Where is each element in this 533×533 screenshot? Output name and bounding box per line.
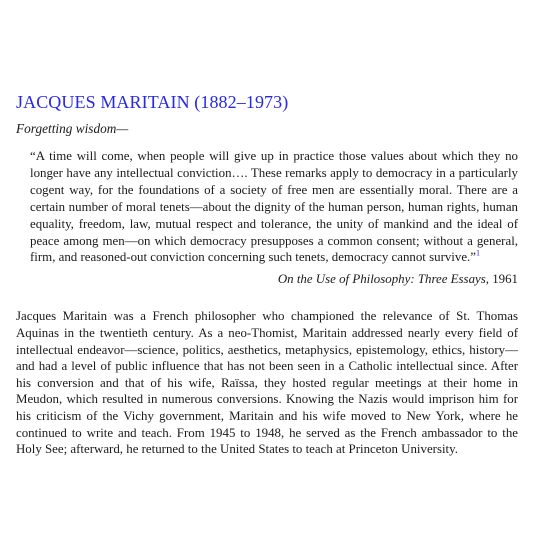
quote-block (30, 148, 518, 266)
section-heading: JACQUES MARITAIN (1882–1973) (16, 92, 289, 112)
source-book-title: On the Use of Philosophy: Three Essays (277, 272, 486, 287)
quote-text: “A time will come, when people will give up in practice those values about which they no longer have any intellectual conviction…. These remarks apply to democracy in a particularly cogent way, for the foundations of a society of free men are essentially moral. There are a certain number of moral tenets—about the dignity of the human person, human rights, human equality, freedom, law, mutual respect and tolerance, the unity of mankind and the ideal of peace among men—on which democracy presupposes a common consent; without a general, firm, and reasoned-out conviction concerning such tenets, democracy cannot survive.” (30, 149, 518, 265)
section-subheading: Forgetting wisdom— (16, 121, 129, 136)
quote-source (16, 271, 518, 288)
source-year: , 1961 (485, 272, 518, 287)
page-content (16, 90, 518, 458)
footnote-marker[interactable]: 1 (476, 249, 480, 259)
biography-paragraph: Jacques Maritain was a French philosopher who championed the relevance of St. Thomas Aquinas in the twentieth century. As a neo-Thomist, Maritain addressed nearly every field of intellectual endeavor—science, politics, aesthetics, metaphysics, epistemology, ethics, history—and had a level of public influence that has not been seen in a Catholic intellectual since. After his conversion and that of his wife, Raïssa, they hosted regular meetings at their home in Meudon, which resulted in numerous conversions. Knowing the Nazis would imprison him for his criticism of the Vichy government, Maritain and his wife moved to New York, where he continued to write and teach. From 1945 to 1948, he served as the French ambassador to the Holy See; afterward, he returned to the United States to teach at Princeton University. (16, 309, 518, 457)
